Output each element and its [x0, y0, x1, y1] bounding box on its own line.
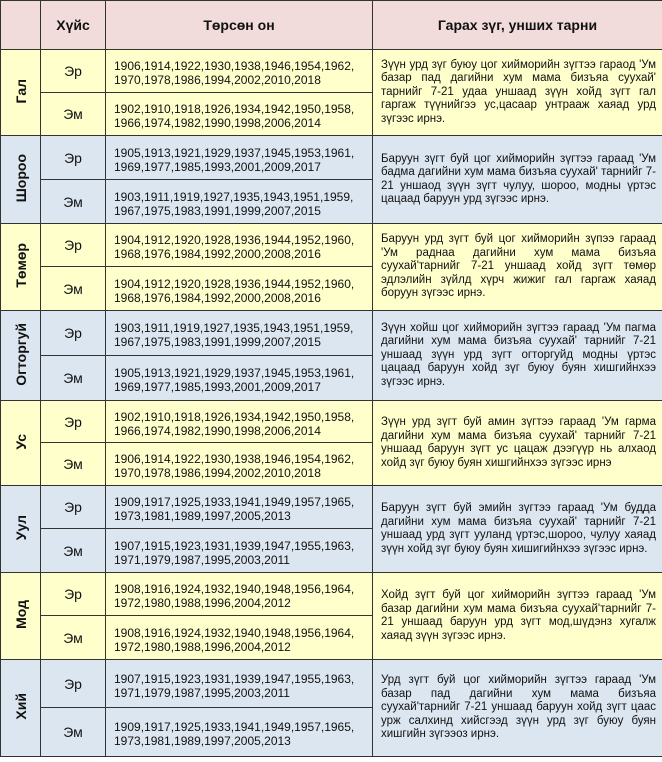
birth-years-cell: 1907,1915,1923,1931,1939,1947,1955,1963, 1971,1979,1987,1995,2003,2011 — [106, 529, 373, 573]
sex-cell: Эм — [41, 616, 106, 660]
birth-years-cell: 1902,1910,1918,1926,1934,1942,1950,1958, 1966,1974,1982,1990,1998,2006,2014 — [106, 93, 373, 136]
direction-mantra-cell: Зүүн урд зүг буюу цог хийморийн зүгтээ гараод 'Ум базар пад дагийни хум мама бизъяа суухай' тарнийг 7-21 удаа уншаад зүүн хойд зүгт гал гаргаж түүнийгээ ус,цасаар унтрааж хаяад урд зүгээс ирнэ. — [373, 50, 662, 136]
birth-years-cell: 1906,1914,1922,1930,1938,1946,1954,1962, 1970,1978,1986,1994,2002,2010,2018 — [106, 50, 373, 93]
table-body — [1, 50, 662, 757]
element-name: Хий — [12, 693, 29, 720]
sex-cell: Эм — [41, 529, 106, 573]
element-name-cell — [1, 573, 41, 660]
element-name-cell — [1, 50, 41, 136]
birth-years-cell: 1904,1912,1920,1928,1936,1944,1952,1960, 1968,1976,1984,1992,2000,2008,2016 — [106, 267, 373, 311]
sex-cell: Эр — [41, 136, 106, 180]
element-name: Гал — [12, 78, 29, 104]
birth-years-cell: 1903,1911,1919,1927,1935,1943,1951,1959, 1967,1975,1983,1991,1999,2007,2015 — [106, 180, 373, 224]
birth-years-cell: 1908,1916,1924,1932,1940,1948,1956,1964, 1972,1980,1988,1996,2004,2012 — [106, 573, 373, 616]
birth-years-cell: 1902,1910,1918,1926,1934,1942,1950,1958, 1966,1974,1982,1990,1998,2006,2014 — [106, 401, 373, 443]
element-name: Ус — [12, 433, 29, 450]
sex-cell: Эм — [41, 180, 106, 224]
table-row — [1, 401, 662, 443]
sex-cell: Эр — [41, 486, 106, 529]
header-years: Төрсөн он — [106, 1, 373, 50]
birth-years-cell: 1906,1914,1922,1930,1938,1946,1954,1962, 1970,1978,1986,1994,2002,2010,2018 — [106, 443, 373, 486]
header-sex: Хүйс — [41, 1, 106, 50]
birth-years-cell: 1905,1913,1921,1929,1937,1945,1953,1961, 1969,1977,1985,1993,2001,2009,2017 — [106, 356, 373, 401]
sex-cell: Эм — [41, 356, 106, 401]
birth-years-cell: 1908,1916,1924,1932,1940,1948,1956,1964, 1972,1980,1988,1996,2004,2012 — [106, 616, 373, 660]
table-row — [1, 224, 662, 267]
table-row — [1, 486, 662, 529]
element-name: Төмөр — [12, 243, 29, 288]
table-row — [1, 573, 662, 616]
birth-years-cell: 1909,1917,1925,1933,1941,1949,1957,1965, 1973,1981,1989,1997,2005,2013 — [106, 486, 373, 529]
table-row — [1, 660, 662, 708]
table-row — [1, 136, 662, 180]
element-name: Шороо — [12, 153, 29, 203]
element-name-cell — [1, 486, 41, 573]
birth-years-cell: 1909,1917,1925,1933,1941,1949,1957,1965, 1973,1981,1989,1997,2005,2013 — [106, 708, 373, 757]
element-name-cell — [1, 401, 41, 486]
birth-years-cell: 1903,1911,1919,1927,1935,1943,1951,1959, 1967,1975,1983,1991,1999,2007,2015 — [106, 311, 373, 356]
direction-mantra-cell: Баруун урд зүгт буй цог хийморийн зүпээ гараад 'Ум раднаа дагийни хум мама бизъяа суухай'тарнийг 7-21 уншаад хойд зүгт төмөр эдлэлийн зүйлд хүрч жижиг гал гаргаж хаяад боруун зүгээс ирнэ. — [373, 224, 662, 311]
table-row — [1, 311, 662, 356]
element-name-cell — [1, 224, 41, 311]
element-name: Уул — [12, 514, 29, 541]
birth-years-cell: 1907,1915,1923,1931,1939,1947,1955,1963, 1971,1979,1987,1995,2003,2011 — [106, 660, 373, 708]
sex-cell: Эр — [41, 573, 106, 616]
direction-mantra-cell: Хойд зүгт буй цог хийморийн зүгтээ гараад 'Ум базар дагийни хум мама бизъяа суухай'тарнийг 7-21 уншаад баруун урд зүгт мод,шүдэнз хугалж хаяад зүүн зүгээс ирнэ. — [373, 573, 662, 660]
birth-years-cell: 1904,1912,1920,1928,1936,1944,1952,1960, 1968,1976,1984,1992,2000,2008,2016 — [106, 224, 373, 267]
birth-years-cell: 1905,1913,1921,1929,1937,1945,1953,1961, 1969,1977,1985,1993,2001,2009,2017 — [106, 136, 373, 180]
sex-cell: Эр — [41, 311, 106, 356]
direction-mantra-cell: Урд зүгт буй цог хийморийн зүгтээ гараад 'Ум базар пад дагийни хум мама бизъяа суухай'тарнийг 7-21 уншаад баруун хойд зүгт цаас урж салхинд хийсгээд зүүн урд зүг буюу буян хишгийн зүгээоз ирнэ. — [373, 660, 662, 757]
table-row — [1, 50, 662, 93]
element-name: Огторгуй — [12, 322, 29, 386]
sex-cell: Эр — [41, 224, 106, 267]
sex-cell: Эм — [41, 443, 106, 486]
element-name-cell — [1, 311, 41, 401]
sex-cell: Эм — [41, 93, 106, 136]
sex-cell: Эр — [41, 50, 106, 93]
element-name-cell — [1, 660, 41, 757]
element-name: Мод — [12, 600, 29, 629]
direction-mantra-cell: Зүүн хойш цог хийморийн зүгтээ гараад 'Ум пагма дагийни хум мама бизъяа суухай' тарнийг 7-21 уншаад зүүн урд зүгт огторгуйд модны үртэс цацаад баруун хойд зүг буюу буян хишгийнхээ зүгээс ирнэ. — [373, 311, 662, 401]
header-row — [1, 1, 662, 50]
sex-cell: Эм — [41, 708, 106, 757]
element-name-cell — [1, 136, 41, 224]
direction-mantra-cell: Баруун зүгт буй цог хийморийн зүгтээ гараад 'Ум бадма дагийни хум мама бизъяа суухай' тарнийг 7-21 уншаод зүүн зүгт чулуу, шороо, модны үртэс цацаад баруун урд зүгээс ирнэ. — [373, 136, 662, 224]
direction-mantra-cell: Зүүн урд зүгт буй амин зүгтээ гараад 'Ум гарма дагийни хум мама бизъяа суухай' тарнийг 7-21 уншаад баруун зүгт ус цацаж дээгүүр нь алхаод хойд зүг буюу буян хишгийнхээ зүгээс ирнэ — [373, 401, 662, 486]
sex-cell: Эр — [41, 660, 106, 708]
sex-cell: Эр — [41, 401, 106, 443]
header-element — [1, 1, 41, 50]
direction-mantra-cell: Баруун зүгт буй эмийн зүгтээ гараад 'Ум будда дагийни хум мама бизъяа суухай' тарнийг 7-21 уншаад урд зүгт ууланд үртэс,шороо, чулуу хаяад зүүн хойд зүг буюу буян хишигийнхээ зүгээс ирнэ. — [373, 486, 662, 573]
sex-cell: Эм — [41, 267, 106, 311]
header-direction: Гарах зүг, унших тарни — [373, 1, 662, 50]
